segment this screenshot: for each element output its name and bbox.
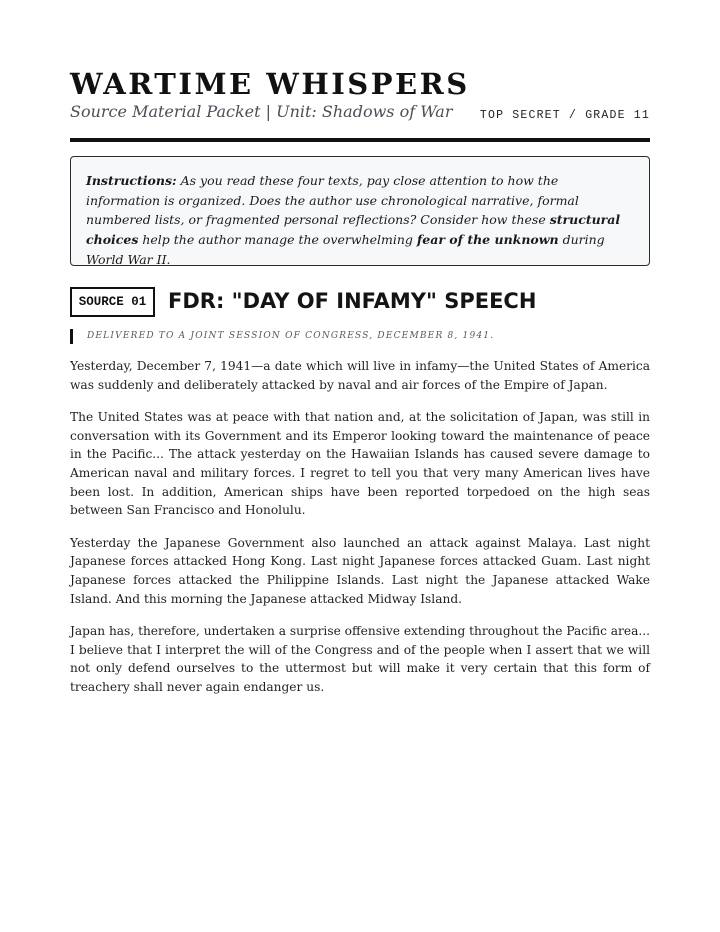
source-title: FDR: "DAY OF INFAMY" SPEECH: [168, 289, 537, 313]
source-delivery-note: DELIVERED TO A JOINT SESSION OF CONGRESS, DECEMBER 8, 1941.: [70, 329, 494, 344]
page-header: [70, 66, 650, 122]
instructions-text-2: help the author manage the overwhelming: [138, 232, 417, 248]
classification-label: TOP SECRET / GRADE 11: [479, 109, 650, 122]
instructions-text-1: As you read these four texts, pay close attention to how the information is organized. Does the author use chronological narrative, formal numbered lists, or fragmented personal reflections? Consider how these: [86, 173, 579, 228]
instructions-label: Instructions:: [86, 173, 177, 188]
body-paragraph: The United States was at peace with that nation and, at the solicitation of Japan, was still in conversation with its Government and its Emperor looking toward the maintenance of peace in the Pacific... The attack yesterday on the Hawaiian Islands has caused severe damage to American naval and military forces. I regret to tell you that very many American lives have been lost. In addition, American ships have been reported torpedoed on the high seas between San Francisco and Honolulu.: [70, 410, 650, 518]
source-heading: [70, 286, 650, 318]
instructions-emphasis-structural: structural choices: [86, 212, 621, 248]
page-title: WARTIME WHISPERS: [70, 67, 470, 101]
instructions-text-3: during World War II.: [86, 232, 605, 267]
source-badge: SOURCE 01: [70, 287, 155, 317]
header-divider: [70, 138, 650, 142]
instructions-box: [70, 156, 650, 266]
body-paragraph: Japan has, therefore, undertaken a surprise offensive extending throughout the Pacific area... I believe that I interpret the will of the Congress and of the people when I assert that we will not only defend ourselves to the uttermost but will make it very certain that this form of treachery shall never again endanger us.: [70, 624, 650, 694]
body-paragraph: Yesterday the Japanese Government also launched an attack against Malaya. Last night Japanese forces attacked Hong Kong. Last night Japanese forces attacked Guam. Last night Japanese forces attacked the Philippine Islands. Last night the Japanese attacked Wake Island. And this morning the Japanese attacked Midway Island.: [70, 535, 650, 606]
instructions-emphasis-fear: fear of the unknown: [416, 232, 559, 248]
page-subtitle: Source Material Packet | Unit: Shadows of War: [70, 102, 453, 121]
source-body: [70, 357, 650, 711]
body-paragraph: Yesterday, December 7, 1941—a date which will live in infamy—the United States of America was suddenly and deliberately attacked by naval and air forces of the Empire of Japan.: [70, 359, 650, 392]
